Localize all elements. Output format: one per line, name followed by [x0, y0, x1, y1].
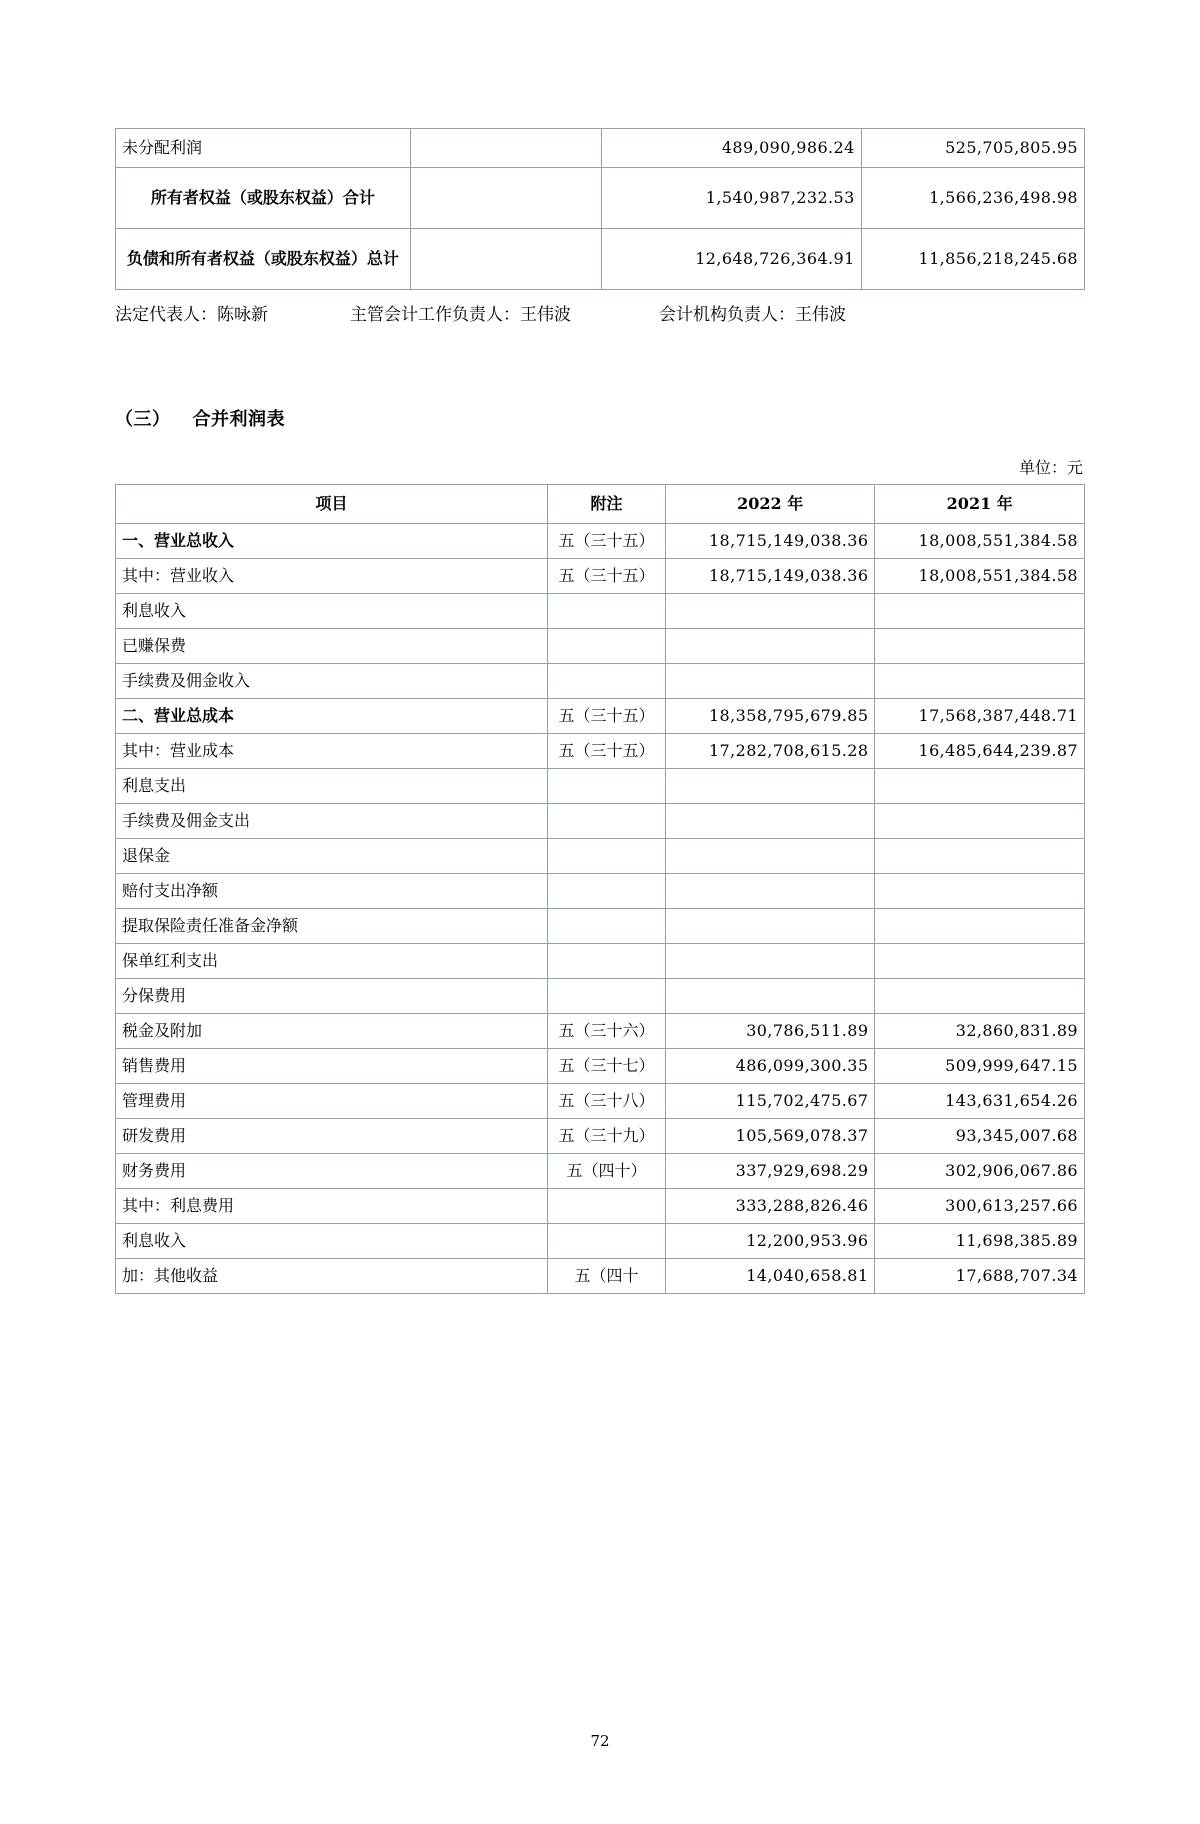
row-value-2021: 17,688,707.34 [875, 1259, 1085, 1294]
row-value-2022: 337,929,698.29 [665, 1154, 875, 1189]
row-value-2022: 14,040,658.81 [665, 1259, 875, 1294]
row-value-2021 [875, 909, 1085, 944]
row-label: 财务费用 [116, 1154, 548, 1189]
row-value-2021 [875, 944, 1085, 979]
row-value-2022: 18,715,149,038.36 [665, 559, 875, 594]
header-2022: 2022 年 [665, 485, 875, 524]
row-value-2022: 18,358,795,679.85 [665, 699, 875, 734]
row-value-2021: 11,698,385.89 [875, 1224, 1085, 1259]
row-note [410, 168, 601, 229]
row-value-2022 [665, 839, 875, 874]
row-value-2021 [875, 874, 1085, 909]
row-label: 分保费用 [116, 979, 548, 1014]
row-label: 一、营业总收入 [116, 524, 548, 559]
row-label: 二、营业总成本 [116, 699, 548, 734]
page-number: 72 [590, 1732, 610, 1750]
row-note: 五（三十八） [548, 1084, 666, 1119]
row-value-2022: 30,786,511.89 [665, 1014, 875, 1049]
row-note [548, 804, 666, 839]
row-value-2022 [665, 629, 875, 664]
table-row [116, 229, 1085, 290]
row-label: 销售费用 [116, 1049, 548, 1084]
table-row [116, 168, 1085, 229]
table-row [116, 1084, 1085, 1119]
row-value-2022 [665, 594, 875, 629]
row-value-2022 [665, 769, 875, 804]
accounting-institution-head: 会计机构负责人：王伟波 [659, 305, 846, 325]
row-label: 税金及附加 [116, 1014, 548, 1049]
row-note [410, 129, 601, 168]
row-label: 保单红利支出 [116, 944, 548, 979]
row-value-2021: 302,906,067.86 [875, 1154, 1085, 1189]
income-statement-table [115, 484, 1085, 1294]
table-row [116, 944, 1085, 979]
row-value-2021: 300,613,257.66 [875, 1189, 1085, 1224]
row-label: 利息收入 [116, 594, 548, 629]
row-note: 五（三十九） [548, 1119, 666, 1154]
row-value-2021: 1,566,236,498.98 [861, 168, 1084, 229]
table-row [116, 1119, 1085, 1154]
table-row [116, 874, 1085, 909]
row-label: 利息收入 [116, 1224, 548, 1259]
row-note [548, 1189, 666, 1224]
header-item: 项目 [116, 485, 548, 524]
row-value-2022 [665, 909, 875, 944]
row-value-2022 [665, 804, 875, 839]
row-value-2022: 105,569,078.37 [665, 1119, 875, 1154]
table-row [116, 979, 1085, 1014]
row-note [548, 664, 666, 699]
table-row [116, 629, 1085, 664]
row-value-2021: 509,999,647.15 [875, 1049, 1085, 1084]
row-value-2022: 17,282,708,615.28 [665, 734, 875, 769]
row-note: 五（三十五） [548, 734, 666, 769]
row-note [548, 944, 666, 979]
row-label: 其中：利息费用 [116, 1189, 548, 1224]
row-value-2022: 489,090,986.24 [601, 129, 861, 168]
row-label: 其中：营业收入 [116, 559, 548, 594]
row-value-2022: 18,715,149,038.36 [665, 524, 875, 559]
table-row [116, 1189, 1085, 1224]
row-note [548, 1224, 666, 1259]
table-row [116, 1224, 1085, 1259]
row-value-2022 [665, 664, 875, 699]
row-value-2021: 18,008,551,384.58 [875, 559, 1085, 594]
row-value-2022 [665, 944, 875, 979]
row-label: 退保金 [116, 839, 548, 874]
row-label: 赔付支出净额 [116, 874, 548, 909]
header-note: 附注 [548, 485, 666, 524]
row-value-2022 [665, 979, 875, 1014]
row-value-2022: 1,540,987,232.53 [601, 168, 861, 229]
table-row [116, 734, 1085, 769]
row-value-2021: 93,345,007.68 [875, 1119, 1085, 1154]
row-note: 五（三十五） [548, 559, 666, 594]
row-value-2021: 18,008,551,384.58 [875, 524, 1085, 559]
table-row [116, 769, 1085, 804]
row-value-2021: 525,705,805.95 [861, 129, 1084, 168]
header-2021: 2021 年 [875, 485, 1085, 524]
row-label: 手续费及佣金收入 [116, 664, 548, 699]
row-note: 五（三十六） [548, 1014, 666, 1049]
row-value-2021 [875, 629, 1085, 664]
row-label: 未分配利润 [116, 129, 411, 168]
table-row [116, 804, 1085, 839]
row-note: 五（三十五） [548, 699, 666, 734]
balance-sheet-tail-table [115, 128, 1085, 290]
row-value-2021: 143,631,654.26 [875, 1084, 1085, 1119]
row-note: 五（三十七） [548, 1049, 666, 1084]
row-label: 管理费用 [116, 1084, 548, 1119]
row-label: 利息支出 [116, 769, 548, 804]
row-note [410, 229, 601, 290]
row-value-2021 [875, 979, 1085, 1014]
signature-row [115, 300, 1085, 325]
table-row [116, 129, 1085, 168]
document-page [0, 128, 1200, 1824]
row-note: 五（四十） [548, 1154, 666, 1189]
balance-sheet-tail-body [116, 129, 1085, 290]
row-note [548, 874, 666, 909]
row-value-2021: 17,568,387,448.71 [875, 699, 1085, 734]
row-label: 所有者权益（或股东权益）合计 [116, 168, 411, 229]
row-value-2021 [875, 839, 1085, 874]
row-note [548, 769, 666, 804]
row-note [548, 979, 666, 1014]
income-statement-body [116, 524, 1085, 1294]
row-label: 其中：营业成本 [116, 734, 548, 769]
table-row [116, 594, 1085, 629]
row-note [548, 594, 666, 629]
row-value-2021: 32,860,831.89 [875, 1014, 1085, 1049]
unit-label: 单位：元 [1018, 458, 1083, 477]
income-statement-header [116, 485, 1085, 524]
section-title-text: 合并利润表 [192, 409, 285, 430]
table-row [116, 664, 1085, 699]
section-heading [115, 405, 1085, 431]
accounting-supervisor: 主管会计工作负责人：王伟波 [350, 305, 571, 325]
table-row [116, 699, 1085, 734]
row-value-2022: 486,099,300.35 [665, 1049, 875, 1084]
row-value-2022 [665, 874, 875, 909]
row-value-2022: 12,648,726,364.91 [601, 229, 861, 290]
section-number: （三） [115, 409, 171, 430]
row-label: 加：其他收益 [116, 1259, 548, 1294]
table-row [116, 559, 1085, 594]
table-row [116, 1154, 1085, 1189]
row-value-2021 [875, 664, 1085, 699]
row-label: 已赚保费 [116, 629, 548, 664]
table-row [116, 524, 1085, 559]
table-row [116, 909, 1085, 944]
row-label: 提取保险责任准备金净额 [116, 909, 548, 944]
row-value-2021 [875, 804, 1085, 839]
row-value-2021 [875, 769, 1085, 804]
row-value-2022: 12,200,953.96 [665, 1224, 875, 1259]
table-row [116, 1259, 1085, 1294]
row-label: 负债和所有者权益（或股东权益）总计 [116, 229, 411, 290]
row-note: 五（四十 [548, 1259, 666, 1294]
row-value-2021: 11,856,218,245.68 [861, 229, 1084, 290]
row-note [548, 909, 666, 944]
legal-representative: 法定代表人：陈咏新 [115, 305, 268, 325]
table-row [116, 839, 1085, 874]
row-note [548, 839, 666, 874]
table-row [116, 1049, 1085, 1084]
row-label: 研发费用 [116, 1119, 548, 1154]
row-value-2021: 16,485,644,239.87 [875, 734, 1085, 769]
table-row [116, 1014, 1085, 1049]
row-label: 手续费及佣金支出 [116, 804, 548, 839]
row-note: 五（三十五） [548, 524, 666, 559]
row-value-2022: 333,288,826.46 [665, 1189, 875, 1224]
row-value-2021 [875, 594, 1085, 629]
row-value-2022: 115,702,475.67 [665, 1084, 875, 1119]
row-note [548, 629, 666, 664]
table-header-row [116, 485, 1085, 524]
